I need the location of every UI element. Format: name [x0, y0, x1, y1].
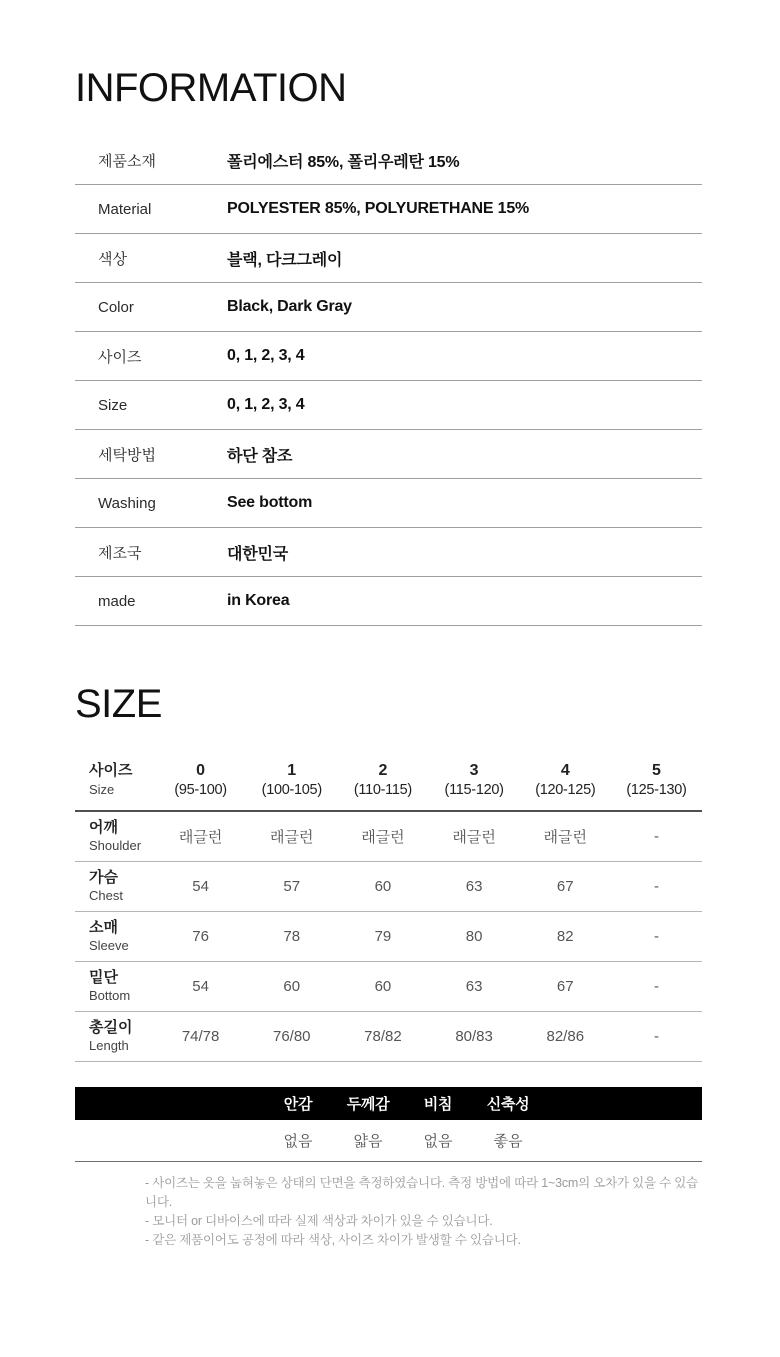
info-value: Black, Dark Gray — [227, 298, 352, 315]
size-cell: 80 — [465, 928, 483, 945]
size-cell: 54 — [192, 978, 209, 995]
size-col-range: (125-130) — [626, 782, 687, 799]
size-col-num: 5 — [651, 761, 661, 779]
size-row-label — [75, 1018, 155, 1055]
size-row-label-ko: 총길이 — [89, 1018, 133, 1036]
size-cell: 76/80 — [272, 1028, 311, 1045]
size-row-chest — [75, 862, 702, 912]
size-cell: 82/86 — [546, 1028, 585, 1045]
size-row-bottom — [75, 962, 702, 1012]
size-col-header-3 — [429, 760, 520, 800]
size-col-header-0 — [155, 760, 246, 800]
info-label: 색상 — [98, 250, 127, 268]
size-cell: 67 — [556, 878, 574, 895]
info-row-washing-ko — [75, 430, 702, 479]
fabric-attr-header-sheerness: 비침 — [423, 1096, 453, 1113]
info-label: 제품소재 — [98, 152, 156, 170]
size-cell: - — [653, 878, 659, 895]
size-col-num: 2 — [378, 761, 388, 779]
info-value: See bottom — [227, 494, 313, 511]
size-row-label-en: Shoulder — [89, 838, 142, 854]
size-col-num: 1 — [287, 761, 297, 779]
size-cell: 래글런 — [543, 829, 588, 846]
size-row-label — [75, 818, 155, 855]
size-col-num: 4 — [560, 761, 570, 779]
size-cell: - — [653, 928, 659, 945]
size-row-label — [75, 868, 155, 905]
size-cell: 74/78 — [181, 1028, 220, 1045]
size-cell: - — [653, 978, 659, 995]
size-col-range: (95-100) — [174, 782, 227, 799]
size-table-header — [75, 750, 702, 812]
fabric-attr-headers — [263, 1093, 543, 1114]
size-row-label-en: Bottom — [89, 988, 131, 1004]
size-row-label-ko: 소매 — [89, 918, 118, 936]
fabric-attr-value-sheerness: 없음 — [423, 1133, 453, 1150]
info-row-origin-ko — [75, 528, 702, 577]
fabric-attributes-bar — [75, 1087, 702, 1120]
info-row-size-en — [75, 381, 702, 430]
size-cell: 60 — [374, 978, 392, 995]
info-value: POLYESTER 85%, POLYURETHANE 15% — [227, 200, 530, 217]
page-content — [75, 68, 702, 1250]
info-value: 0, 1, 2, 3, 4 — [227, 396, 305, 413]
size-cell: 래글런 — [452, 829, 496, 846]
size-cell: 60 — [283, 978, 301, 995]
size-cell: 67 — [556, 978, 574, 995]
size-cell: 60 — [374, 878, 392, 895]
info-label: Size — [98, 396, 128, 414]
fabric-attr-header-lining: 안감 — [283, 1096, 313, 1113]
note-line-measurement: - 사이즈는 옷을 눕혀놓은 상태의 단면을 측정하였습니다. 측정 방법에 따라 1~3cm의 오차가 있을 수 있습니다. — [145, 1176, 699, 1209]
size-cell: 57 — [283, 878, 301, 895]
info-value: 블랙, 다크그레이 — [227, 251, 343, 269]
size-col-num: 0 — [196, 761, 206, 779]
size-row-label-ko: 밑단 — [89, 968, 118, 986]
info-label: Color — [98, 298, 134, 316]
information-title: INFORMATION — [75, 66, 347, 110]
note-line-process: - 같은 제품이어도 공정에 따라 색상, 사이즈 차이가 발생할 수 있습니다. — [145, 1233, 521, 1247]
size-cell: 78/82 — [364, 1028, 402, 1045]
size-header-label-ko: 사이즈 — [89, 762, 133, 780]
size-col-header-1 — [246, 760, 337, 800]
size-cell: 래글런 — [270, 829, 314, 846]
size-col-range: (100-105) — [261, 782, 322, 799]
size-cell: 래글런 — [178, 829, 223, 846]
fabric-attr-value-thickness: 얇음 — [353, 1133, 383, 1150]
size-cell: 54 — [192, 878, 209, 895]
size-row-length — [75, 1012, 702, 1062]
size-header-label-en: Size — [89, 781, 115, 797]
fabric-attr-values-cols — [263, 1130, 543, 1151]
size-title: SIZE — [75, 682, 162, 726]
size-row-shoulder — [75, 812, 702, 862]
size-cell: - — [653, 1028, 659, 1045]
size-cell: 76 — [192, 928, 209, 945]
size-cell: 82 — [556, 928, 574, 945]
note-line-monitor: - 모니터 or 디바이스에 따라 실제 색상과 차이가 있을 수 있습니다. — [145, 1214, 493, 1228]
fabric-attr-header-stretch: 신축성 — [486, 1096, 530, 1113]
size-row-label-ko: 가슴 — [89, 868, 118, 886]
info-row-color-en — [75, 283, 702, 332]
info-label: made — [98, 592, 136, 610]
fabric-attr-value-stretch: 좋음 — [493, 1133, 523, 1150]
info-row-washing-en — [75, 479, 702, 528]
size-col-range: (110-115) — [353, 782, 412, 799]
size-cell: 80/83 — [455, 1028, 493, 1045]
size-table — [75, 750, 702, 1062]
size-col-num: 3 — [469, 761, 479, 779]
info-value: 0, 1, 2, 3, 4 — [227, 347, 305, 364]
size-cell: 래글런 — [361, 829, 405, 846]
size-header-label — [75, 761, 155, 798]
product-info-table — [75, 136, 702, 626]
size-cell: 79 — [374, 928, 392, 945]
info-label: 세탁방법 — [98, 446, 156, 464]
fabric-attr-value-lining: 없음 — [283, 1133, 313, 1150]
info-label: 사이즈 — [98, 348, 142, 366]
size-row-label — [75, 918, 155, 955]
size-row-label-en: Sleeve — [89, 938, 129, 954]
size-col-range: (120-125) — [535, 782, 596, 799]
size-row-label-en: Length — [89, 1038, 129, 1054]
size-row-label-ko: 어깨 — [89, 818, 118, 836]
size-row-label — [75, 968, 155, 1005]
size-col-header-5 — [611, 760, 702, 800]
info-row-material-ko — [75, 136, 702, 185]
info-value: in Korea — [227, 592, 290, 609]
size-col-range: (115-120) — [444, 782, 504, 799]
size-col-header-2 — [337, 760, 428, 800]
size-cell: 78 — [283, 928, 301, 945]
size-col-header-4 — [520, 760, 611, 800]
info-row-origin-en — [75, 577, 702, 626]
measurement-notes — [145, 1174, 702, 1250]
info-row-color-ko — [75, 234, 702, 283]
info-value: 폴리에스터 85%, 폴리우레탄 15% — [227, 153, 460, 171]
info-value: 하단 참조 — [227, 447, 293, 465]
info-row-size-ko — [75, 332, 702, 381]
size-cell: 63 — [465, 878, 483, 895]
info-label: 제조국 — [98, 544, 142, 562]
size-cell: - — [653, 828, 659, 845]
size-row-sleeve — [75, 912, 702, 962]
size-row-label-en: Chest — [89, 888, 123, 904]
info-label: Material — [98, 200, 152, 218]
size-cell: 63 — [465, 978, 483, 995]
info-label: Washing — [98, 494, 156, 512]
info-row-material-en — [75, 185, 702, 234]
info-value: 대한민국 — [227, 545, 289, 563]
fabric-attr-values — [75, 1120, 702, 1162]
fabric-attr-header-thickness: 두께감 — [346, 1096, 390, 1113]
